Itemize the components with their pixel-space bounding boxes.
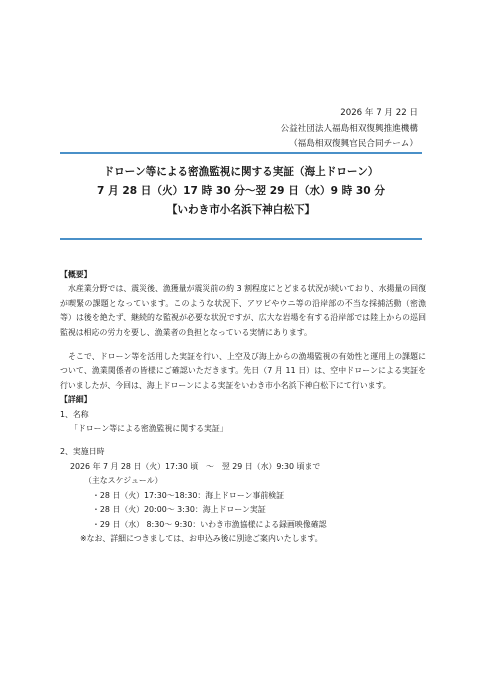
title-bottom-rule xyxy=(60,238,422,240)
overview-heading: 【概要】 xyxy=(60,270,92,279)
issue-date: 2026 年 7 月 22 日 xyxy=(340,108,418,118)
document-body xyxy=(60,268,426,546)
spacer xyxy=(60,436,426,445)
item-1-label: 1、名称 xyxy=(60,409,89,419)
item-2-label: 2、実施日時 xyxy=(60,447,105,457)
title-location: 【いわき市小名浜下神白松下】 xyxy=(166,204,316,216)
details-heading: 【詳細】 xyxy=(60,395,92,405)
schedule-item: ・28 日（火）17:30～18:30：海上ドローン事前検証 xyxy=(92,490,285,500)
title-datetime: 7 月 28 日（火）17 時 30 分～翌 29 日（水）9 時 30 分 xyxy=(97,185,385,197)
item-1-value: 「ドローン等による密漁監視に関する実証」 xyxy=(70,424,228,434)
organization-name: 公益社団法人福島相双復興推進機構 xyxy=(280,123,418,134)
details-note: ※なお、詳細につきましては、お申込み後に別途ご案内いたします。 xyxy=(80,533,323,543)
item-2-value: 2026 年 7 月 28 日（火）17:30 頃 ～ 翌 29 日（水）9:30 頃まで xyxy=(70,461,321,471)
schedule-heading: （主なスケジュール） xyxy=(84,476,163,486)
title-block xyxy=(60,163,422,220)
schedule-item: ・29 日（水） 8:30～ 9:30：いわき市漁協様による録画映像確認 xyxy=(92,519,327,529)
header-block xyxy=(280,106,418,153)
title-top-rule xyxy=(60,152,422,154)
overview-paragraph-2: そこで、ドローン等を活用した実証を行い、上空及び海上からの漁場監視の有効性と運用上の課題について、漁業関係者の皆様にご確認いただきます。先日（7 月 11 日）は、空中ドローンによる実証を行いましたが、今回は、海上ドローンによる実証をいわき市小名浜下神白松下にて行います。 xyxy=(60,352,426,390)
title-main: ドローン等による密漁監視に関する実証（海上ドローン） xyxy=(103,166,379,178)
overview-paragraph-1: 水産業分野では、震災後、漁獲量が震災前の約 3 割程度にとどまる状況が続いており、水揚量の回復が喫緊の課題となっています。このような状況下、アワビやウニ等の沿岸部の不当な採捕活動（密漁等）は後を絶たず、継続的な監視が必要な状況ですが、広大な岩場を有する沿岸部では陸上からの巡回監視は相応の労力を要し、漁業者の負担となっている実情にあります。 xyxy=(60,284,426,337)
team-name: （福島相双復興官民合同チーム） xyxy=(289,139,418,149)
spacer xyxy=(60,340,426,350)
schedule-item: ・28 日（火）20:00～ 3:30：海上ドローン実証 xyxy=(92,505,266,515)
